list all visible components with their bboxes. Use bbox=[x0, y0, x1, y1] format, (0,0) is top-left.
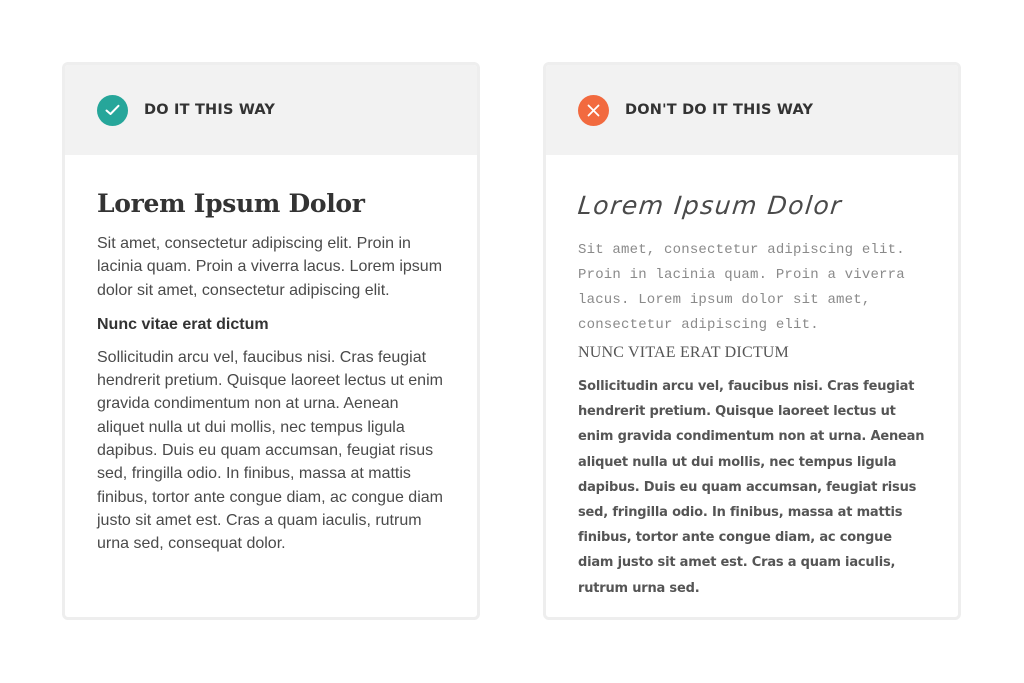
do-card-body bbox=[65, 155, 477, 556]
dont-card-subheading: NUNC VITAE ERAT DICTUM bbox=[578, 344, 789, 361]
do-card-header bbox=[65, 65, 477, 155]
dont-card-header bbox=[546, 65, 958, 155]
check-icon bbox=[97, 95, 128, 126]
dont-card bbox=[543, 62, 961, 620]
do-card-paragraph-2: Sollicitudin arcu vel, faucibus nisi. Cras feugiat hendrerit pretium. Quisque laoreet lectus ut enim gravida condimentum non at urna. Aenean aliquet nulla ut dui mollis, nec tempus ligula dapibus. Duis eu quam accumsan, feugiat risus sed, fringilla odio. In finibus, massa at mattis finibus, tortor ante congue diam, ac congue diam justo sit amet est. Cras a quam iaculis, rutrum urna sed, consequat dolor. bbox=[97, 348, 443, 553]
dont-card-title: Lorem Ipsum Dolor bbox=[576, 191, 844, 220]
do-card-subheading: Nunc vitae erat dictum bbox=[97, 315, 269, 333]
dont-card-paragraph-1: Sit amet, consectetur adipiscing elit. Proin in lacinia quam. Proin a viverra lacus. Lorem ipsum dolor sit amet, consectetur adipiscing elit. bbox=[578, 242, 905, 333]
do-card-paragraph-1: Sit amet, consectetur adipiscing elit. Proin in lacinia quam. Proin a viverra lacus. Lorem ipsum dolor sit amet, consectetur adipiscing elit. bbox=[97, 235, 443, 299]
do-card-title: Lorem Ipsum Dolor bbox=[97, 189, 365, 218]
dont-card-header-label: DON'T DO IT THIS WAY bbox=[625, 102, 814, 118]
do-card-header-label: DO IT THIS WAY bbox=[144, 102, 276, 118]
x-icon bbox=[578, 95, 609, 126]
dont-card-paragraph-2: Sollicitudin arcu vel, faucibus nisi. Cras feugiat hendrerit pretium. Quisque laoreet lectus ut enim gravida condimentum non at urna. Aenean aliquet nulla ut dui mollis, nec tempus ligula dapibus. Duis eu quam accumsan, feugiat risus sed, fringilla odio. In finibus, massa at mattis finibus, tortor ante congue diam, ac congue diam justo sit amet est. Cras a quam iaculis, rutrum urna sed. bbox=[578, 379, 925, 596]
do-card bbox=[62, 62, 480, 620]
dont-card-body bbox=[546, 155, 958, 601]
